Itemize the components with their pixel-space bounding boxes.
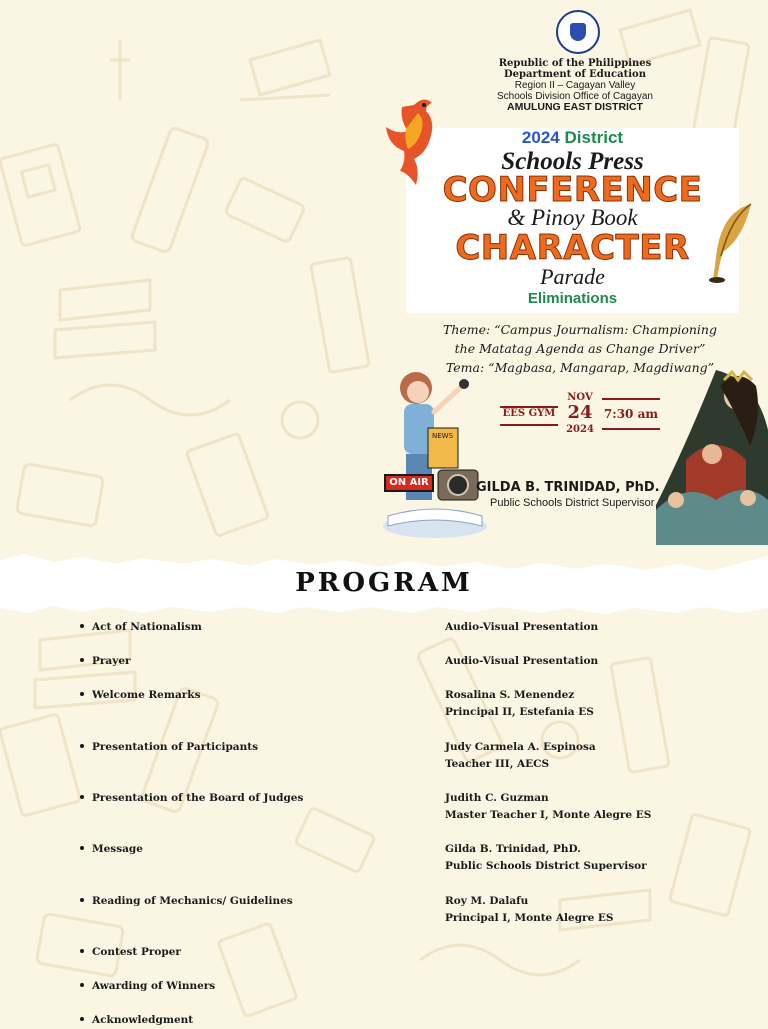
presenter-position: Master Teacher I, Monte Alegre ES	[445, 809, 652, 821]
bullet-icon	[80, 898, 84, 902]
event-year: 2024	[521, 128, 560, 147]
program-item-label: Acknowledgment	[92, 1014, 194, 1026]
event-press-line: Schools Press	[501, 148, 644, 175]
program-heading: PROGRAM	[295, 568, 473, 598]
presenter-position: Principal I, Monte Alegre ES	[445, 912, 614, 924]
event-district-word: District	[564, 128, 624, 147]
event-title-card	[406, 128, 739, 313]
program-item-label: Reading of Mechanics/ Guidelines	[92, 895, 293, 907]
bullet-icon	[80, 949, 84, 953]
header-republic: Republic of the Philippines	[498, 58, 652, 69]
event-day: 24	[567, 402, 593, 423]
program-item-label: Presentation of the Board of Judges	[92, 792, 304, 804]
program-item-label: Message	[92, 843, 143, 855]
presenter-position: Teacher III, AECS	[445, 758, 550, 770]
program-item-presenter	[445, 790, 651, 824]
date-venue-block	[500, 392, 660, 434]
bullet-icon	[80, 846, 84, 850]
program-item-presenter	[445, 653, 598, 670]
reporter-girl-illustration	[380, 366, 490, 541]
event-venue: EES GYM	[502, 408, 556, 419]
bullet-icon	[80, 744, 84, 748]
program-item-label: Welcome Remarks	[92, 689, 201, 701]
program-item-presenter	[445, 841, 647, 875]
event-eliminations-line: Eliminations	[527, 290, 618, 307]
bullet-icon	[80, 795, 84, 799]
bullet-icon	[80, 983, 84, 987]
supervisor-title: Public Schools District Supervisor	[490, 497, 655, 509]
bullet-icon	[80, 1017, 84, 1021]
phoenix-illustration	[384, 95, 454, 190]
event-parade-line: Parade	[540, 264, 605, 289]
bullet-icon	[80, 692, 84, 696]
presenter-name: Roy M. Dalafu	[445, 895, 529, 907]
program-item-label: Awarding of Winners	[92, 980, 216, 992]
event-month: NOV	[567, 392, 593, 403]
program-item-label: Act of Nationalism	[92, 621, 202, 633]
event-year-line	[406, 128, 739, 148]
deped-seal-logo	[556, 10, 600, 54]
presenter-name: Gilda B. Trinidad, PhD.	[445, 843, 581, 855]
header-department: Department of Education	[504, 69, 646, 80]
program-item-label: Contest Proper	[92, 946, 181, 958]
agency-header	[475, 58, 675, 113]
bullet-icon	[80, 658, 84, 662]
program-item-presenter	[445, 893, 614, 927]
quill-pen-illustration	[705, 200, 755, 285]
presenter-position: Principal II, Estefania ES	[445, 706, 594, 718]
event-date-year: 2024	[566, 424, 594, 435]
presenter-name: Rosalina S. Menendez	[445, 689, 575, 701]
header-district: AMULUNG EAST DISTRICT	[507, 101, 643, 113]
event-character-line: CHARACTER	[455, 228, 690, 268]
event-pinoy-line: & Pinoy Book	[507, 205, 638, 230]
event-time: 7:30 am	[603, 407, 659, 421]
divider	[602, 398, 660, 400]
on-air-badge: ON AIR	[384, 474, 434, 492]
program-item-presenter	[445, 739, 596, 773]
presenter-name: Judith C. Guzman	[445, 792, 549, 804]
header-division: Schools Division Office of Cagayan	[496, 91, 653, 102]
header-region: Region II – Cagayan Valley	[514, 80, 636, 91]
program-item-presenter	[445, 687, 594, 721]
theme-line-1: Theme: “Campus Journalism: Championing	[443, 322, 717, 337]
presenter-name: Audio-Visual Presentation	[445, 655, 599, 667]
presenter-position: Public Schools District Supervisor	[445, 860, 647, 872]
theme-line-2: the Matatag Agenda as Change Driver”	[454, 341, 706, 356]
program-item-label: Presentation of Participants	[92, 741, 259, 753]
divider	[602, 428, 660, 430]
program-item-label: Prayer	[92, 655, 131, 667]
book-characters-illustration	[656, 370, 768, 545]
supervisor-name: GILDA B. TRINIDAD, PhD.	[476, 480, 660, 495]
news-label: NEWS	[432, 432, 454, 440]
divider	[500, 424, 558, 426]
bullet-icon	[80, 624, 84, 628]
presenter-name: Judy Carmela A. Espinosa	[445, 741, 596, 753]
theme-line-3: Tema: “Magbasa, Mangarap, Magdiwang”	[445, 360, 715, 375]
event-conference-line: CONFERENCE	[442, 170, 703, 210]
presenter-name: Audio-Visual Presentation	[445, 621, 599, 633]
program-item-presenter	[445, 619, 598, 636]
